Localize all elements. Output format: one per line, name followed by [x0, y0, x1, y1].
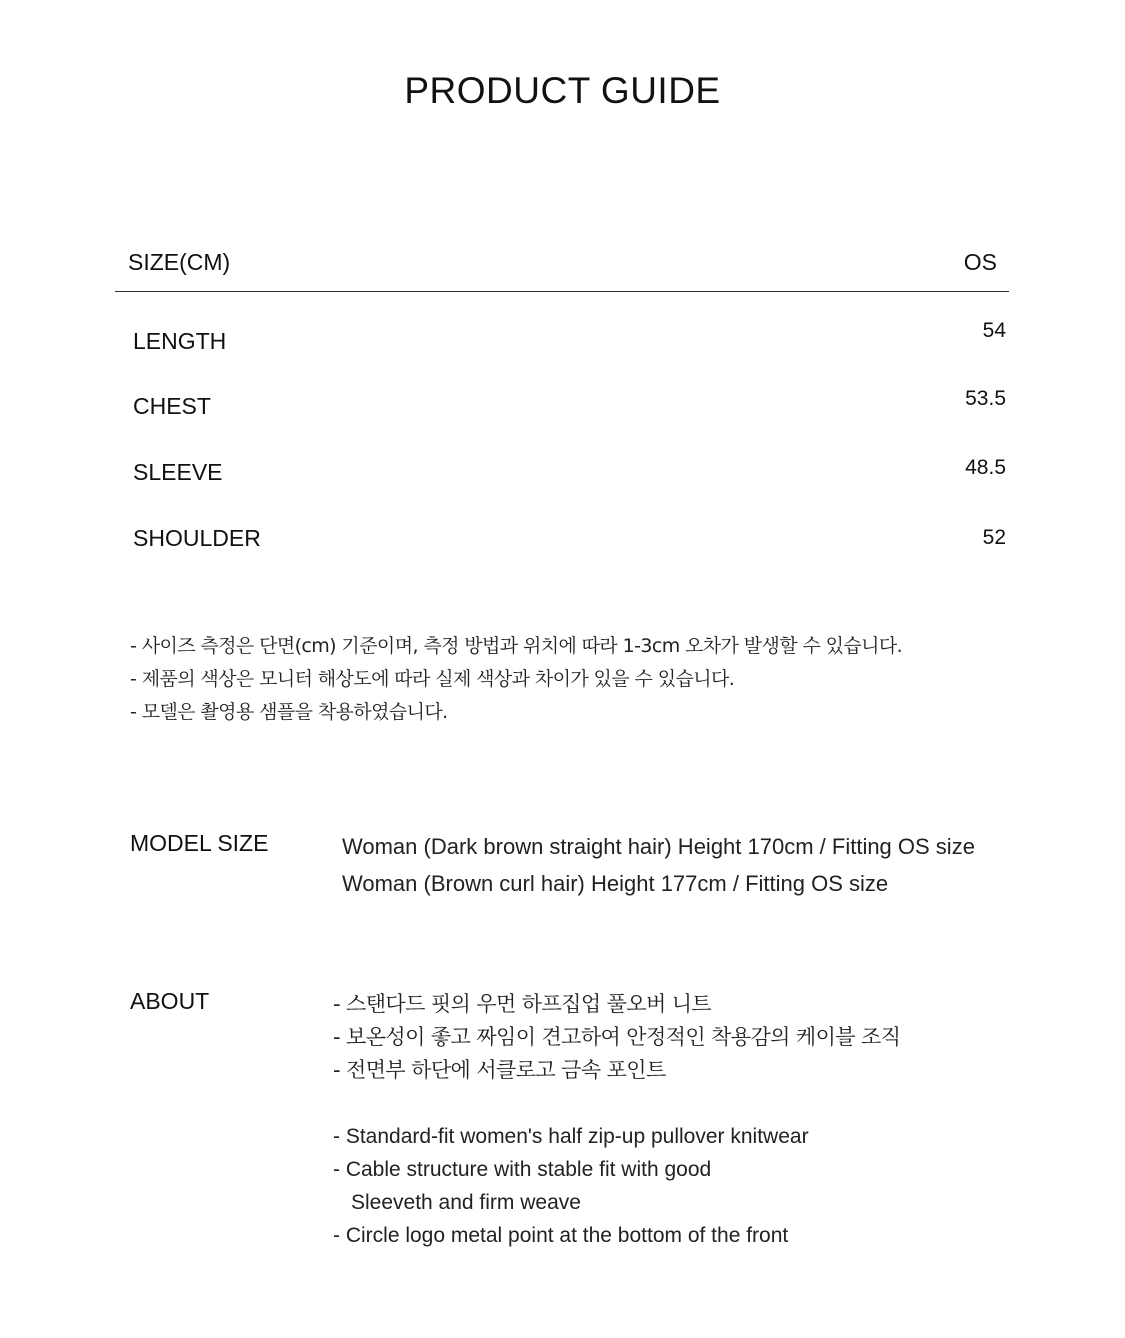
size-row-value-length: 54 [982, 319, 1006, 342]
note-line: - 모델은 촬영용 샘플을 착용하였습니다. [130, 701, 448, 723]
about-english-line: - Standard-fit women's half zip-up pullover knitwear [333, 1125, 809, 1148]
size-row-label-shoulder: SHOULDER [133, 525, 261, 551]
size-table-column-header: OS [963, 249, 997, 275]
about-english [333, 1120, 900, 1252]
size-table-divider [115, 291, 1009, 292]
about-english-line: Sleeveth and firm weave [351, 1191, 581, 1214]
note-line: - 제품의 색상은 모니터 해상도에 따라 실제 색상과 차이가 있을 수 있습니다. [130, 668, 735, 690]
model-line: Woman (Dark brown straight hair) Height 170cm / Fitting OS size [342, 834, 975, 859]
size-row-label-sleeve: SLEEVE [133, 459, 223, 485]
model-line: Woman (Brown curl hair) Height 177cm / Fitting OS size [342, 871, 889, 896]
size-row-value-shoulder: 52 [982, 526, 1006, 549]
about-korean-line: - 스탠다드 핏의 우먼 하프집업 풀오버 니트 [333, 992, 712, 1016]
about-korean-line: - 보온성이 좋고 짜임이 견고하여 안정적인 착용감의 케이블 조직 [333, 1025, 901, 1049]
size-row-value-sleeve: 48.5 [965, 456, 1006, 479]
model-size-label: MODEL SIZE [130, 830, 269, 856]
about-korean [333, 988, 900, 1087]
size-row-label-chest: CHEST [133, 393, 211, 419]
about-korean-line: - 전면부 하단에 서클로고 금속 포인트 [333, 1058, 666, 1082]
page-title: PRODUCT GUIDE [404, 70, 721, 111]
about-label: ABOUT [130, 988, 210, 1014]
about-english-line: - Circle logo metal point at the bottom of the front [333, 1224, 789, 1247]
size-table-header-label: SIZE(CM) [128, 249, 231, 275]
note-line: - 사이즈 측정은 단면(cm) 기준이며, 측정 방법과 위치에 따라 1-3cm 오차가 발생할 수 있습니다. [130, 635, 903, 657]
size-row-label-length: LENGTH [133, 328, 227, 354]
size-row-value-chest: 53.5 [965, 387, 1006, 410]
size-notes [130, 630, 902, 729]
about-details [333, 988, 900, 1252]
about-english-line: - Cable structure with stable fit with good [333, 1158, 712, 1181]
model-size-details [342, 828, 975, 902]
